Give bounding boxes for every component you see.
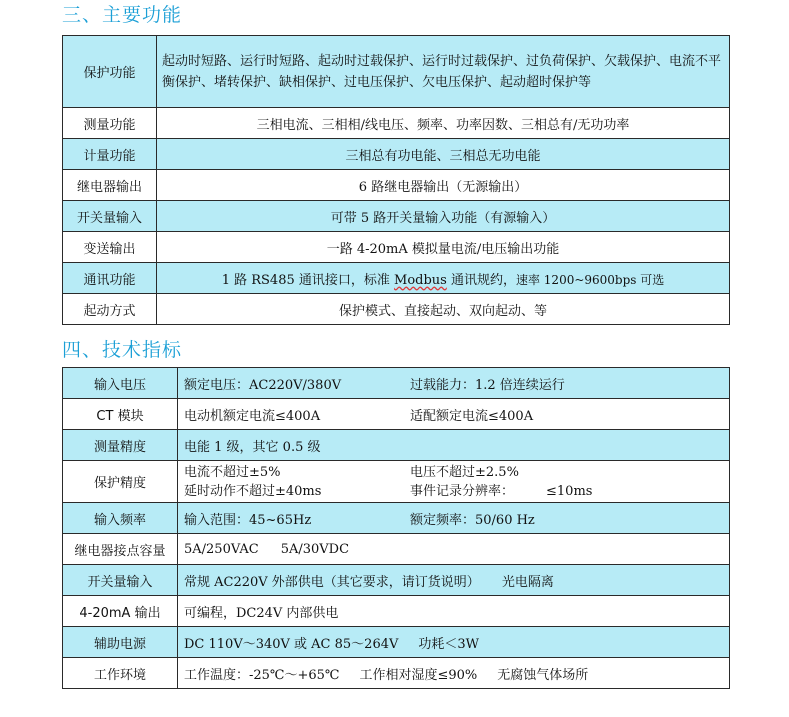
table-row: [63, 627, 730, 658]
spec-label-environment: 工作环境: [63, 658, 178, 689]
row-value-metering: 三相总有功电能、三相总无功电能: [157, 139, 730, 170]
tech-specs-table: [62, 367, 730, 689]
spec-label-protect-accuracy: 保护精度: [63, 461, 178, 503]
table-row: [63, 232, 730, 263]
row-label-transmit-output: 变送输出: [63, 232, 157, 263]
spec-label-aux-power: 辅助电源: [63, 627, 178, 658]
spec-cell: DC 110V～340V 或 AC 85～264V: [184, 636, 399, 652]
comm-text-post: 速率 1200~9600bps 可选: [515, 272, 665, 287]
comm-text-mid: 通讯规约，: [446, 272, 516, 288]
comm-text-pre: 1 路 RS485 通讯接口，标准: [221, 272, 395, 288]
row-value-transmit-output: 一路 4-20mA 模拟量电流/电压输出功能: [157, 232, 730, 263]
spec-label-relay-contact: 继电器接点容量: [63, 534, 178, 565]
spec-cell: 额定频率：50/60 Hz: [410, 512, 535, 528]
spec-value-input-frequency: [178, 503, 730, 534]
table-row: [63, 399, 730, 430]
row-label-digital-input: 开关量输入: [63, 201, 157, 232]
spec-cell: 额定电压：AC220V/380V: [184, 377, 342, 393]
table-row: [63, 263, 730, 294]
spec-value-measure-accuracy: 电能 1 级，其它 0.5 级: [178, 430, 730, 461]
spec-label-input-voltage: 输入电压: [63, 368, 178, 399]
spec-cell: 功耗＜3W: [418, 636, 480, 652]
spec-value-aux-power: [178, 627, 730, 658]
spec-cell: 常规 AC220V 外部供电（其它要求，请订货说明）: [184, 574, 480, 590]
spec-value-digital-input: [178, 565, 730, 596]
spec-cell: 过载能力：1.2 倍连续运行: [410, 377, 565, 393]
spec-label-input-frequency: 输入频率: [63, 503, 178, 534]
spec-value-analog-output: 可编程，DC24V 内部供电: [178, 596, 730, 627]
spec-cell: 5A/250VAC: [184, 541, 259, 557]
section-title-tech-specs: 四、技术指标: [62, 339, 183, 361]
table-row: [63, 170, 730, 201]
spec-cell: 5A/30VDC: [280, 541, 350, 557]
section-title-main-functions: 三、主要功能: [62, 4, 183, 26]
spec-cell: ≤10ms: [546, 483, 593, 499]
spec-cell: 延时动作不超过±40ms: [184, 483, 322, 499]
spec-value-input-voltage: [178, 368, 730, 399]
table-row: [63, 430, 730, 461]
table-row: [63, 294, 730, 325]
spec-cell: 工作相对湿度≤90%: [359, 667, 478, 683]
row-label-start-mode: 起动方式: [63, 294, 157, 325]
table-row: [63, 565, 730, 596]
spec-cell: 无腐蚀气体场所: [497, 667, 589, 683]
main-functions-table: [62, 35, 730, 325]
table-row: [63, 368, 730, 399]
row-label-measurement: 测量功能: [63, 108, 157, 139]
table-row: [63, 36, 730, 108]
spec-cell: 电动机额定电流≤400A: [184, 408, 321, 424]
table-row: [63, 461, 730, 503]
spec-cell: 电压不超过±2.5%: [410, 464, 519, 480]
row-value-measurement: 三相电流、三相相/线电压、频率、功率因数、三相总有/无功功率: [157, 108, 730, 139]
spec-value-environment: [178, 658, 730, 689]
spec-cell: 事件记录分辨率：: [410, 483, 515, 499]
table-row: [63, 139, 730, 170]
spec-cell: 光电隔离: [501, 574, 554, 590]
row-value-protection: 起动时短路、运行时短路、起动时过载保护、运行时过载保护、过负荷保护、欠载保护、电流不平衡保护、堵转保护、缺相保护、过电压保护、欠电压保护、起动超时保护等: [157, 36, 730, 108]
table-row: [63, 201, 730, 232]
spec-cell: 工作温度：-25℃～+65℃: [184, 667, 340, 683]
row-label-communication: 通讯功能: [63, 263, 157, 294]
row-label-relay-output: 继电器输出: [63, 170, 157, 201]
table-row: [63, 596, 730, 627]
spec-label-digital-input: 开关量输入: [63, 565, 178, 596]
spec-value-ct-module: [178, 399, 730, 430]
spec-label-measure-accuracy: 测量精度: [63, 430, 178, 461]
table-row: [63, 503, 730, 534]
row-value-digital-input: 可带 5 路开关量输入功能（有源输入）: [157, 201, 730, 232]
row-value-start-mode: 保护模式、直接起动、双向起动、等: [157, 294, 730, 325]
spec-cell: 适配额定电流≤400A: [410, 408, 534, 424]
row-value-relay-output: 6 路继电器输出（无源输出）: [157, 170, 730, 201]
spec-value-relay-contact: [178, 534, 730, 565]
spec-value-protect-accuracy: [178, 461, 730, 503]
table-row: [63, 108, 730, 139]
table-row: [63, 534, 730, 565]
spec-cell: 电流不超过±5%: [184, 464, 281, 480]
comm-text-modbus: Modbus: [394, 272, 447, 288]
row-label-metering: 计量功能: [63, 139, 157, 170]
table-row: [63, 658, 730, 689]
row-value-communication: [157, 263, 730, 294]
spec-label-analog-output: 4-20mA 输出: [63, 596, 178, 627]
spec-cell: 输入范围：45~65Hz: [184, 512, 312, 528]
row-label-protection: 保护功能: [63, 36, 157, 108]
spec-label-ct-module: CT 模块: [63, 399, 178, 430]
